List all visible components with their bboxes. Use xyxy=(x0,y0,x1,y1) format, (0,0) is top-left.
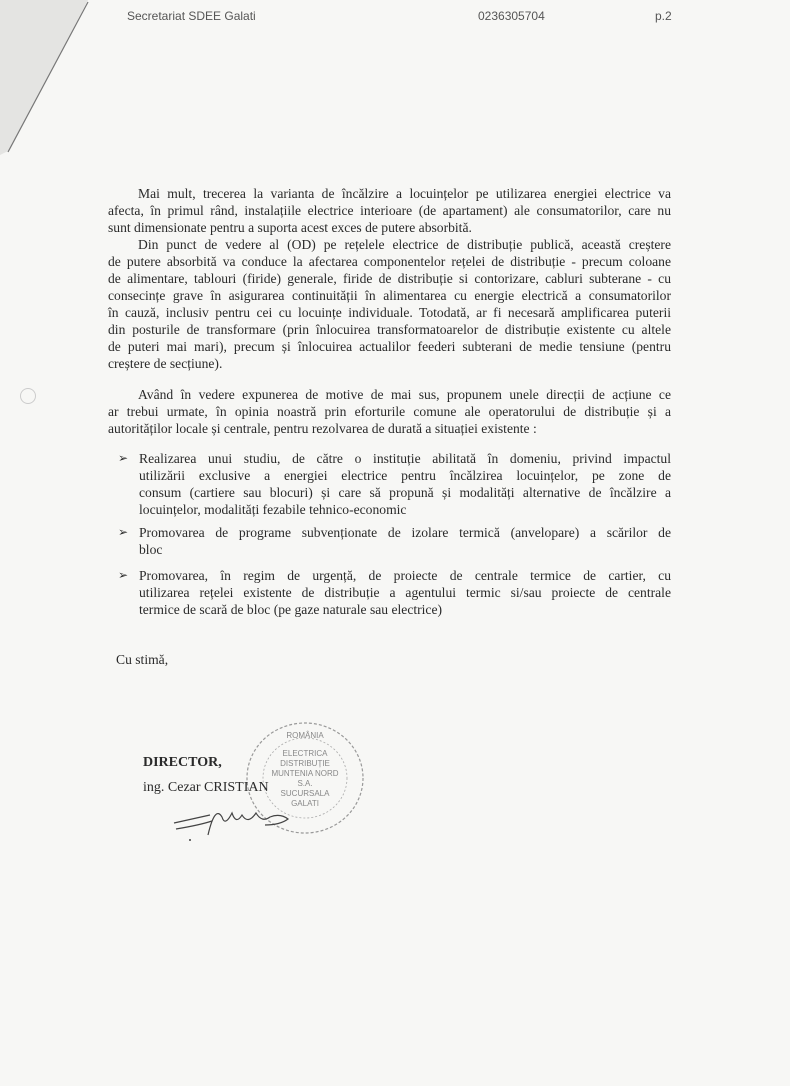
svg-text:ROMÂNIA: ROMÂNIA xyxy=(286,731,324,740)
line: de puteri mai mari), precum și înlocuirea actualilor feederi subterani de medie tensiune (pentru xyxy=(108,339,671,354)
line: de putere absorbită va conduce la afectarea componentelor rețelei de distribuție - precum coloane xyxy=(108,254,671,269)
line: Promovarea, în regim de urgență, de proiecte de centrale termice de cartier, cu xyxy=(139,568,671,583)
svg-text:S.A.: S.A. xyxy=(297,779,313,788)
line: consum (cartiere sau blocuri) și care să propună și modalități alternative de încălzire a xyxy=(139,485,671,500)
bullet-item xyxy=(118,450,671,518)
line: locuințelor, modalități fezabile tehnico-economic xyxy=(139,502,407,517)
line: sunt dimensionate pentru a suporta acest exces de putere absorbită. xyxy=(108,220,472,235)
bullet-item xyxy=(118,567,671,618)
line: utilizării exclusive a energiei electrice pentru încălzirea locuințelor, pe zone de xyxy=(139,468,671,483)
bullet-item xyxy=(118,524,671,558)
signatory-title: DIRECTOR, xyxy=(143,755,222,770)
page-number: p.2 xyxy=(655,9,672,23)
line: în cauză, inclusiv pentru cei cu locuințe individuale. Totodată, ar fi necesară amplificarea puterii xyxy=(108,305,671,320)
svg-text:SUCURSALA: SUCURSALA xyxy=(280,789,330,798)
fax-sender: Secretariat SDEE Galati xyxy=(127,9,256,23)
svg-text:ELECTRICA: ELECTRICA xyxy=(282,749,328,758)
line: Din punct de vedere al (OD) pe rețelele electrice de distribuție publică, această creștere xyxy=(138,237,671,252)
svg-text:MUNTENIA NORD: MUNTENIA NORD xyxy=(271,769,339,778)
line: Mai mult, trecerea la varianta de încălzire a locuințelor pe utilizarea energiei electrice va xyxy=(138,186,671,201)
line: din posturile de transformare (prin înlocuirea transformatoarelor de distribuție existente cu altele xyxy=(108,322,671,337)
paragraph-2 xyxy=(108,236,671,372)
paragraph-1 xyxy=(108,185,671,236)
svg-text:DISTRIBUȚIE: DISTRIBUȚIE xyxy=(280,759,330,768)
scan-corner-shadow xyxy=(0,0,95,160)
line: termice de scară de bloc (pe gaze naturale sau electrice) xyxy=(139,602,443,617)
line: bloc xyxy=(139,542,163,557)
paragraph-3 xyxy=(108,386,671,437)
line: de alimentare, tablouri (firide) generale, firide de distribuție si contorizare, cabluri subterane - cu xyxy=(108,271,671,286)
line: Având în vedere expunerea de motive de mai sus, propunem unele direcții de acțiune ce xyxy=(138,387,671,402)
line: autorităților locale și centrale, pentru rezolvarea de durată a situației existente : xyxy=(108,421,537,436)
arrow-bullet-icon: ➢ xyxy=(118,568,129,582)
svg-text:GALATI: GALATI xyxy=(291,799,319,808)
punch-hole xyxy=(20,388,36,404)
fax-phone: 0236305704 xyxy=(478,9,545,23)
line: utilizarea rețelei existente de distribuție a agentului termic si/sau proiecte de centrale xyxy=(139,585,671,600)
line: afecta, în primul rând, instalațiile electrice interioare (de apartament) ale consumatorilor, care nu xyxy=(108,203,671,218)
arrow-bullet-icon: ➢ xyxy=(118,525,129,539)
line: creștere de secțiune). xyxy=(108,356,223,371)
arrow-bullet-icon: ➢ xyxy=(118,451,129,465)
line: ar trebui urmate, în opinia noastră prin eforturile comune ale operatorului de distribuție și a xyxy=(108,404,671,419)
closing: Cu stimă, xyxy=(116,652,169,667)
signatory-name: ing. Cezar CRISTIAN xyxy=(143,780,269,795)
line: Realizarea unui studiu, de către o instituție abilitată în domeniu, privind impactul xyxy=(139,451,671,466)
line: consecințe grave în asigurarea continuității în alimentarea cu energie electrică a consumatorilor xyxy=(108,288,671,303)
line: Promovarea de programe subvenționate de izolare termică (anvelopare) a scărilor de xyxy=(139,525,671,540)
handwritten-signature xyxy=(170,795,320,845)
